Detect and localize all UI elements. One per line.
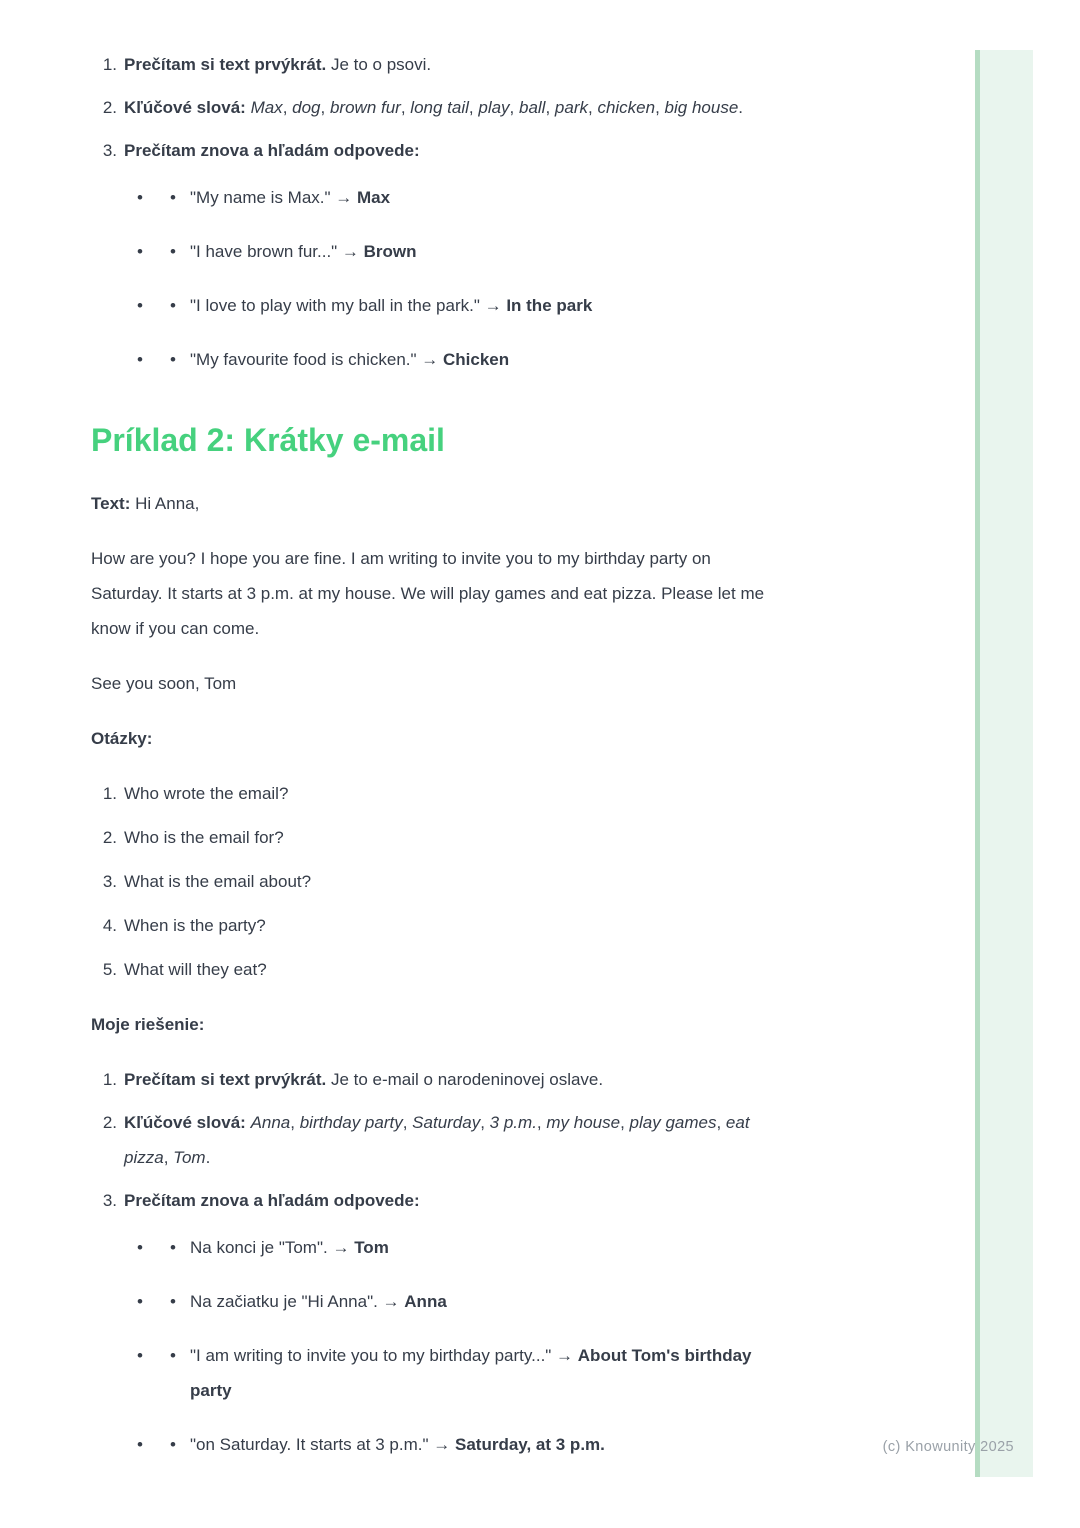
step-number: 1. [102, 55, 117, 74]
keyword: Saturday [412, 1113, 481, 1132]
keyword: chicken [597, 98, 656, 117]
bullet-icon: • [170, 1292, 176, 1311]
step-item [91, 1062, 781, 1097]
step-lead-bold: Kľúčové slová: [124, 1113, 246, 1132]
section-heading-priklad2: Príklad 2: Krátky e-mail [91, 422, 445, 458]
step-item [91, 1183, 781, 1481]
question-text: Who wrote the email? [124, 784, 289, 803]
bullet-icon: • [137, 242, 143, 261]
bullet-icon: • [137, 1346, 143, 1365]
email-body-paragraph: How are you? I hope you are fine. I am writing to invite you to my birthday party on Saturday. It starts at 3 p.m. at my house. We will play games and eat pizza. Please let me know if you can come. [91, 549, 765, 638]
bullet-icon: • [170, 188, 176, 207]
keyword: long tail [410, 98, 469, 117]
step-lead-bold: Prečítam si text prvýkrát. [124, 55, 327, 74]
step-body: Prečítam si text prvýkrát. Je to o psovi. [124, 55, 432, 74]
answer-bold: In the park [506, 296, 593, 315]
keyword: big house [664, 98, 739, 117]
step-lead-bold: Kľúčové slová: [124, 98, 246, 117]
step-number: 3. [102, 1191, 117, 1210]
answer-bullet-item [124, 342, 781, 377]
keyword: park [554, 98, 588, 117]
answer-text: "I have brown fur..." → Brown [190, 242, 417, 261]
question-item [91, 952, 781, 987]
bullet-icon: • [170, 1238, 176, 1257]
email-greeting: Hi Anna, [135, 494, 200, 513]
question-item [91, 776, 781, 811]
email-signoff: See you soon, Tom [91, 674, 237, 693]
bullet-icon: • [170, 350, 176, 369]
question-item [91, 820, 781, 855]
answer-bold: Tom [354, 1238, 389, 1257]
keyword: brown fur [329, 98, 401, 117]
answer-text: "I am writing to invite you to my birthday party..." → About Tom's birthday party [190, 1346, 752, 1400]
bullet-icon: • [137, 1238, 143, 1257]
bullet-icon: • [170, 296, 176, 315]
question-number: 4. [102, 916, 117, 935]
step-lead-bold: Prečítam si text prvýkrát. [124, 1070, 327, 1089]
answer-bold: Max [357, 188, 391, 207]
page-edge-highlight-strip [975, 50, 1033, 1477]
example1-steps-list [91, 47, 781, 396]
keyword: birthday party [299, 1113, 403, 1132]
answer-bold: Chicken [443, 350, 510, 369]
solution-label: Moje riešenie: [91, 1015, 205, 1034]
keyword: Max [250, 98, 283, 117]
email-text-line [91, 486, 781, 521]
keyword: Anna [250, 1113, 291, 1132]
step-lead-bold: Prečítam znova a hľadám odpovede: [124, 1191, 420, 1210]
question-number: 3. [102, 872, 117, 891]
questions-label: Otázky: [91, 729, 153, 748]
answer-bullet-item [124, 1427, 781, 1462]
step-item [91, 133, 781, 396]
keyword: play [478, 98, 510, 117]
keyword: eat pizza [124, 1113, 750, 1167]
keyword: my house [546, 1113, 621, 1132]
step-lead-bold: Prečítam znova a hľadám odpovede: [124, 141, 420, 160]
answer-text: Na konci je "Tom". → Tom [190, 1238, 389, 1257]
keyword: dog [292, 98, 321, 117]
step-number: 1. [102, 1070, 117, 1089]
answer-text: "I love to play with my ball in the park." → In the park [190, 296, 593, 315]
answer-bold: Saturday, at 3 p.m. [454, 1435, 605, 1454]
answers-bullet-list [124, 180, 781, 377]
keyword: 3 p.m. [489, 1113, 537, 1132]
answer-bullet-item [124, 1230, 781, 1265]
question-item [91, 864, 781, 899]
answer-bullet-item [124, 180, 781, 215]
copyright-watermark: (c) Knowunity 2025 [882, 1439, 1014, 1455]
step-number: 3. [102, 141, 117, 160]
step-body [124, 133, 781, 396]
answer-bold: Brown [363, 242, 417, 261]
keyword: Tom [173, 1148, 206, 1167]
step-body [124, 1183, 781, 1481]
bullet-icon: • [137, 296, 143, 315]
question-text: What will they eat? [124, 960, 267, 979]
questions-list [91, 776, 781, 987]
question-item [91, 908, 781, 943]
bullet-icon: • [137, 188, 143, 207]
answer-bullet-item [124, 1284, 781, 1319]
bullet-icon: • [137, 350, 143, 369]
bullet-icon: • [170, 1435, 176, 1454]
solution-steps-list [91, 1062, 781, 1481]
question-text: What is the email about? [124, 872, 312, 891]
question-number: 2. [102, 828, 117, 847]
step-item [91, 90, 781, 125]
step-number: 2. [102, 1113, 117, 1132]
bullet-icon: • [170, 242, 176, 261]
answer-text: "My favourite food is chicken." → Chicken [190, 350, 510, 369]
step-number: 2. [102, 98, 117, 117]
answer-bullet-item [124, 234, 781, 269]
answer-bold: About Tom's birthday party [190, 1346, 752, 1400]
step-item [91, 47, 781, 82]
answer-bullet-item [124, 288, 781, 323]
keyword: play games [629, 1113, 717, 1132]
step-body: Kľúčové slová: Max, dog, brown fur, long tail, play, ball, park, chicken, big house. [124, 98, 744, 117]
question-number: 1. [102, 784, 117, 803]
answer-text: "on Saturday. It starts at 3 p.m." → Saturday, at 3 p.m. [190, 1435, 605, 1454]
answer-bullet-item [124, 1338, 781, 1408]
bullet-icon: • [137, 1292, 143, 1311]
answer-bold: Anna [404, 1292, 447, 1311]
question-text: When is the party? [124, 916, 266, 935]
question-text: Who is the email for? [124, 828, 284, 847]
step-body: Kľúčové slová: Anna, birthday party, Saturday, 3 p.m., my house, play games, eat pizza, Tom. [124, 1113, 750, 1167]
keyword: ball [519, 98, 546, 117]
question-number: 5. [102, 960, 117, 979]
bullet-icon: • [137, 1435, 143, 1454]
answer-text: "My name is Max." → Max [190, 188, 391, 207]
step-body: Prečítam si text prvýkrát. Je to e-mail o narodeninovej oslave. [124, 1070, 604, 1089]
step-item [91, 1105, 781, 1175]
document-content [91, 47, 781, 1501]
answers-bullet-list [124, 1230, 781, 1462]
email-text-label: Text: [91, 494, 131, 513]
answer-text: Na začiatku je "Hi Anna". → Anna [190, 1292, 447, 1311]
bullet-icon: • [170, 1346, 176, 1365]
